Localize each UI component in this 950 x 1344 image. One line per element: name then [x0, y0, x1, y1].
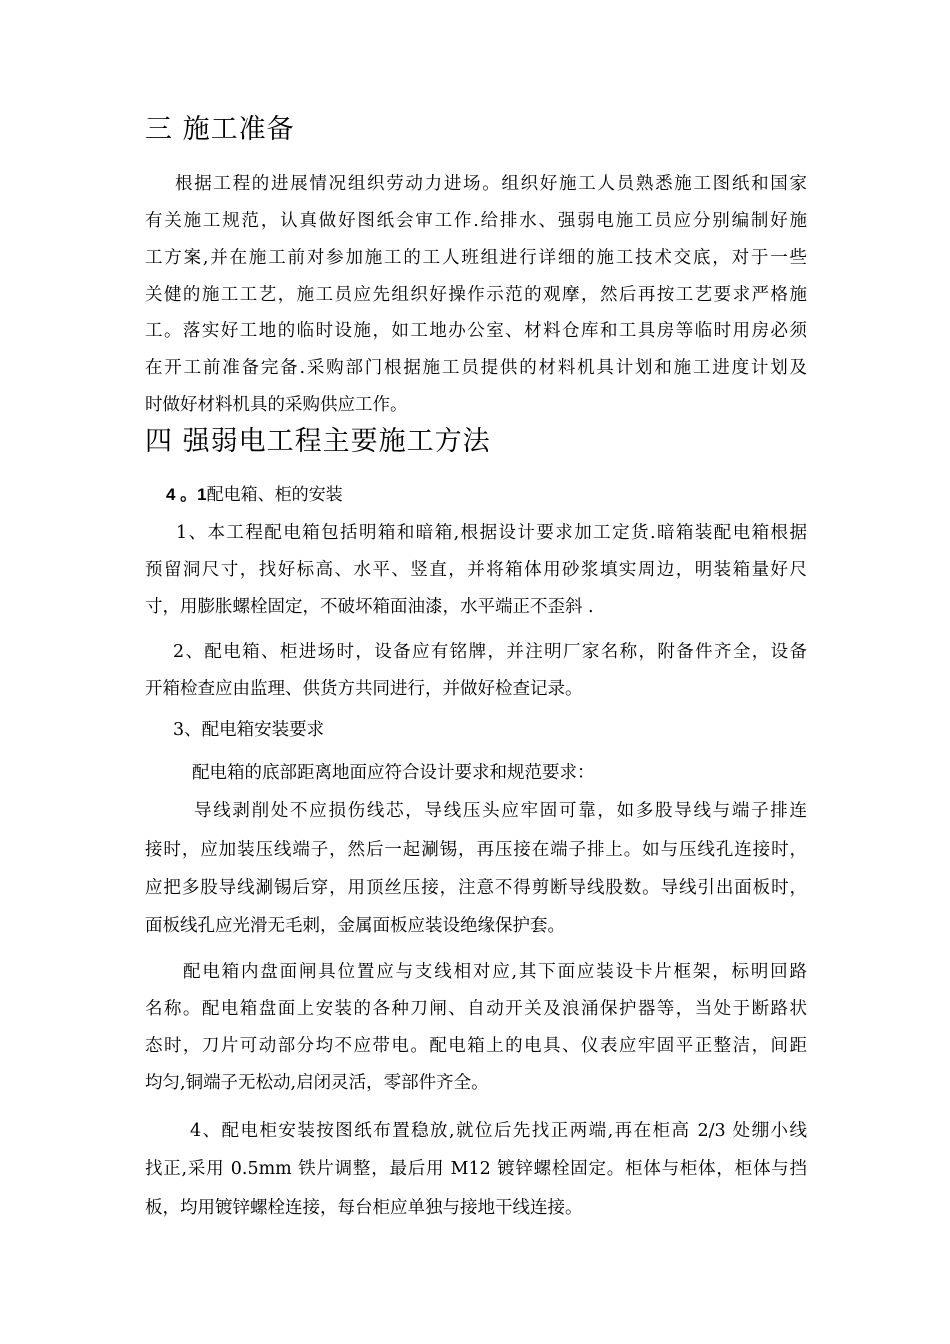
p7-line-2: 找正,采用 0.5mm 铁片调整，最后用 M12 镀锌螺栓固定。柜体与柜体，柜体与挡: [145, 1159, 807, 1179]
s3-line-7: 时做好材料机具的采购供应工作。: [145, 395, 408, 415]
p6-line-4: 均匀,铜端子无松动,启闭灵活，零部件齐全。: [145, 1073, 489, 1093]
p2-line-1: 2、配电箱、柜进场时，设备应有铭牌，并注明厂家名称，附备件齐全，设备: [173, 642, 807, 662]
s3-line-5: 工。落实好工地的临时设施，如工地办公室、材料仓库和工具房等临时用房必须: [145, 321, 807, 341]
s3-line-3: 工方案,并在施工前对参加施工的工人班组进行详细的施工技术交底，对于一些: [145, 248, 807, 268]
subsection-4-1-heading: [166, 483, 343, 507]
p4-line: 配电箱的底部距离地面应符合设计要求和规范要求：: [192, 763, 595, 783]
section-3-heading: 三 施工准备: [145, 114, 295, 145]
section-4-heading: 四 强弱电工程主要施工方法: [145, 426, 491, 457]
s3-line-1: 根据工程的进展情况组织劳动力进场。组织好施工人员熟悉施工图纸和国家: [175, 174, 807, 194]
s3-line-6: 在开工前准备完备.采购部门根据施工员提供的材料机具计划和施工进度计划及: [145, 358, 807, 378]
p5-line-3: 应把多股导线涮锡后穿，用顶丝压接，注意不得剪断导线股数。导线引出面板时，: [145, 878, 807, 898]
p1-line-2: 预留洞尺寸，找好标高、水平、竖直，并将箱体用砂浆填实周边，明装箱量好尺: [145, 560, 807, 580]
subsection-title: 配电箱、柜的安装: [206, 485, 343, 505]
subsection-number: 4 。1: [166, 485, 207, 504]
p6-line-3: 态时，刀片可动部分均不应带电。配电箱上的电具、仪表应牢固平正整洁，间距: [145, 1036, 807, 1056]
p1-line-3: 寸，用膨胀螺栓固定，不破坏箱面油漆，水平端正不歪斜 .: [145, 597, 594, 617]
p7-line-1: 4、配电柜安装按图纸布置稳放,就位后先找正两端,再在柜高 2/3 处绷小线: [190, 1121, 807, 1141]
p5-line-2: 接时，应加装压线端子，然后一起涮锡，再压接在端子排上。如与压线孔连接时，: [145, 840, 807, 860]
p1-line-1: 1、本工程配电箱包括明箱和暗箱,根据设计要求加工定货.暗箱装配电箱根据: [176, 523, 807, 543]
s3-line-2: 有关施工规范，认真做好图纸会审工作.给排水、强弱电施工员应分别编制好施: [145, 211, 807, 231]
s3-line-4: 关健的施工工艺，施工员应先组织好操作示范的观摩，然后再按工艺要求严格施: [145, 285, 807, 305]
p6-line-2: 名称。配电箱盘面上安装的各种刀闸、自动开关及浪涌保护器等，当处于断路状: [145, 999, 807, 1019]
p6-line-1: 配电箱内盘面闸具位置应与支线相对应,其下面应装设卡片框架，标明回路: [183, 962, 807, 982]
p2-line-2: 开箱检查应由监理、供货方共同进行，并做好检查记录。: [145, 679, 583, 699]
p5-line-1: 导线剥削处不应损伤线芯，导线压头应牢固可靠，如多股导线与端子排连: [194, 801, 807, 821]
p7-line-3: 板，均用镀锌螺栓连接，每台柜应单独与接地干线连接。: [145, 1198, 583, 1218]
p3-line: 3、配电箱安装要求: [173, 720, 325, 740]
p5-line-4: 面板线孔应光滑无毛刺，金属面板应装设绝缘保护套。: [145, 916, 565, 936]
